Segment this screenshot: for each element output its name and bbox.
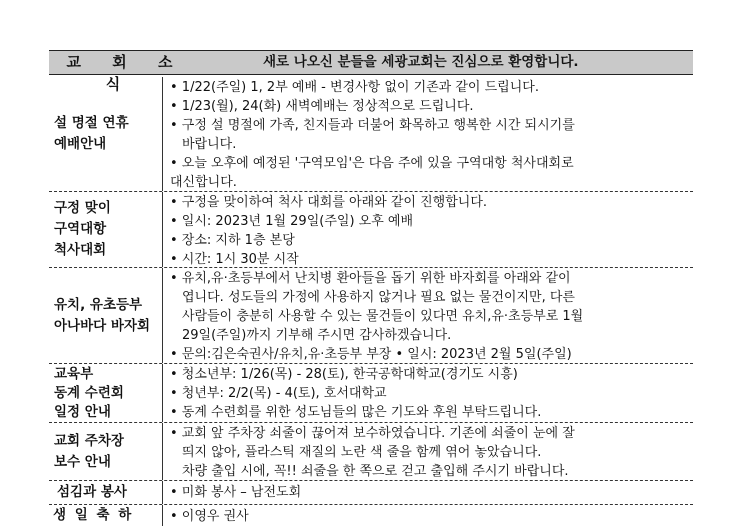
section-label [49, 192, 162, 267]
content-line: • 1/23(월), 24(화) 새벽예배는 정상적으로 드립니다. [170, 99, 474, 114]
section-parking-repair [49, 423, 693, 481]
section-label [49, 364, 162, 422]
content-line: • 유치,유·초등부에서 난치병 환아들을 돕기 위한 바자회를 아래와 같이 [170, 271, 571, 286]
content-line: • 1/22(주일) 1, 2부 예배 - 변경사항 없이 기존과 같이 드립니다. [170, 80, 539, 95]
content-line: • 청년부: 2/2(목) - 4(토), 호서대학교 [170, 386, 387, 401]
content-line: • 일시: 2023년 1월 29일(주일) 오후 예배 [170, 214, 414, 229]
section-content [162, 364, 693, 422]
section-service [49, 481, 693, 505]
label-line: 보수 안내 [54, 453, 111, 470]
content-line: • 구정을 맞이하여 척사 대회를 아래와 같이 진행합니다. [170, 195, 488, 210]
section-label [49, 505, 162, 526]
content-line: • 오늘 오후에 예정된 '구역모임'은 다음 주에 있을 구역대항 척사대회로 [170, 156, 574, 171]
section-content [162, 481, 693, 504]
label-line: 생 일 축 하 [53, 507, 134, 523]
label-line: 예배안내 [54, 136, 107, 152]
content-line: 대신합니다. [170, 175, 237, 190]
label-line: 교육부 [54, 365, 94, 382]
content-line: • 문의:김은숙권사/유치,유·초등부 부장 • 일시: 2023년 2월 5일(주일) [170, 347, 572, 362]
content-line: • 교회 앞 주차장 쇠줄이 끊어져 보수하였습니다. 기존에 쇠줄이 눈에 잘 [170, 426, 575, 441]
section-winter-retreat [49, 364, 693, 423]
content-line: 차량 출입 시에, 꼭!! 쇠줄을 한 쪽으로 걷고 출입해 주시기 바랍니다. [182, 464, 569, 479]
content-line: • 이영우 권사 [170, 509, 249, 524]
label-line: 섬김과 봉사 [57, 484, 127, 500]
label-line: 아나바다 바자회 [54, 317, 150, 334]
section-yut-tournament [49, 192, 693, 268]
label-line: 설 명절 연휴 [54, 115, 129, 131]
content-line: 띄지 않아, 플라스틱 재질의 노란 색 줄을 함께 엮어 놓았습니다. [182, 445, 542, 460]
label-line: 유치, 유초등부 [54, 296, 143, 313]
content-line: • 시간: 1시 30분 시작 [170, 252, 299, 267]
content-line: 29일(주일)까지 기부해 주시면 감사하겠습니다. [182, 328, 452, 343]
section-label [49, 77, 162, 191]
welcome-message: 새로 나오신 분들을 세광교회는 진심으로 환영합니다. [263, 54, 579, 70]
content-line: 엽니다. 성도들의 가정에 사용하지 않거나 필요 없는 물건이지만, 다른 [182, 290, 575, 305]
section-content [162, 423, 693, 480]
content-line: • 장소: 지하 1층 본당 [170, 233, 295, 248]
content-line: • 동계 수련회를 위한 성도님들의 많은 기도와 후원 부탁드립니다. [170, 405, 542, 420]
label-line: 일정 안내 [54, 403, 111, 420]
section-label [49, 423, 162, 480]
section-content [162, 192, 693, 267]
label-line: 척사대회 [54, 242, 107, 258]
content-line: 사람들이 충분히 사용할 수 있는 물건들이 있다면 유치,유·초등부로 1월 [182, 309, 584, 324]
content-line: • 미화 봉사 – 남전도회 [170, 485, 302, 500]
content-line: • 청소년부: 1/26(목) - 28(토), 한국공학대학교(경기도 시흥) [170, 367, 518, 382]
content-line: • 구정 설 명절에 가족, 친지들과 더불어 화목하고 행복한 시간 되시기를 [170, 118, 575, 133]
section-birthday [49, 505, 693, 526]
section-label [49, 268, 162, 363]
label-line: 구역대항 [54, 221, 107, 237]
section-label [49, 481, 162, 504]
section-content [162, 505, 693, 526]
label-line: 교회 주차장 [54, 432, 124, 449]
content-line: 바랍니다. [182, 137, 237, 152]
section-content [162, 268, 693, 363]
label-line: 동계 수련회 [54, 384, 124, 401]
section-bazaar [49, 268, 693, 364]
header-title: 교 회 소 식 [66, 53, 186, 93]
section-new-year-worship [49, 77, 693, 192]
section-content [162, 77, 693, 191]
label-line: 구정 맞이 [54, 200, 111, 216]
